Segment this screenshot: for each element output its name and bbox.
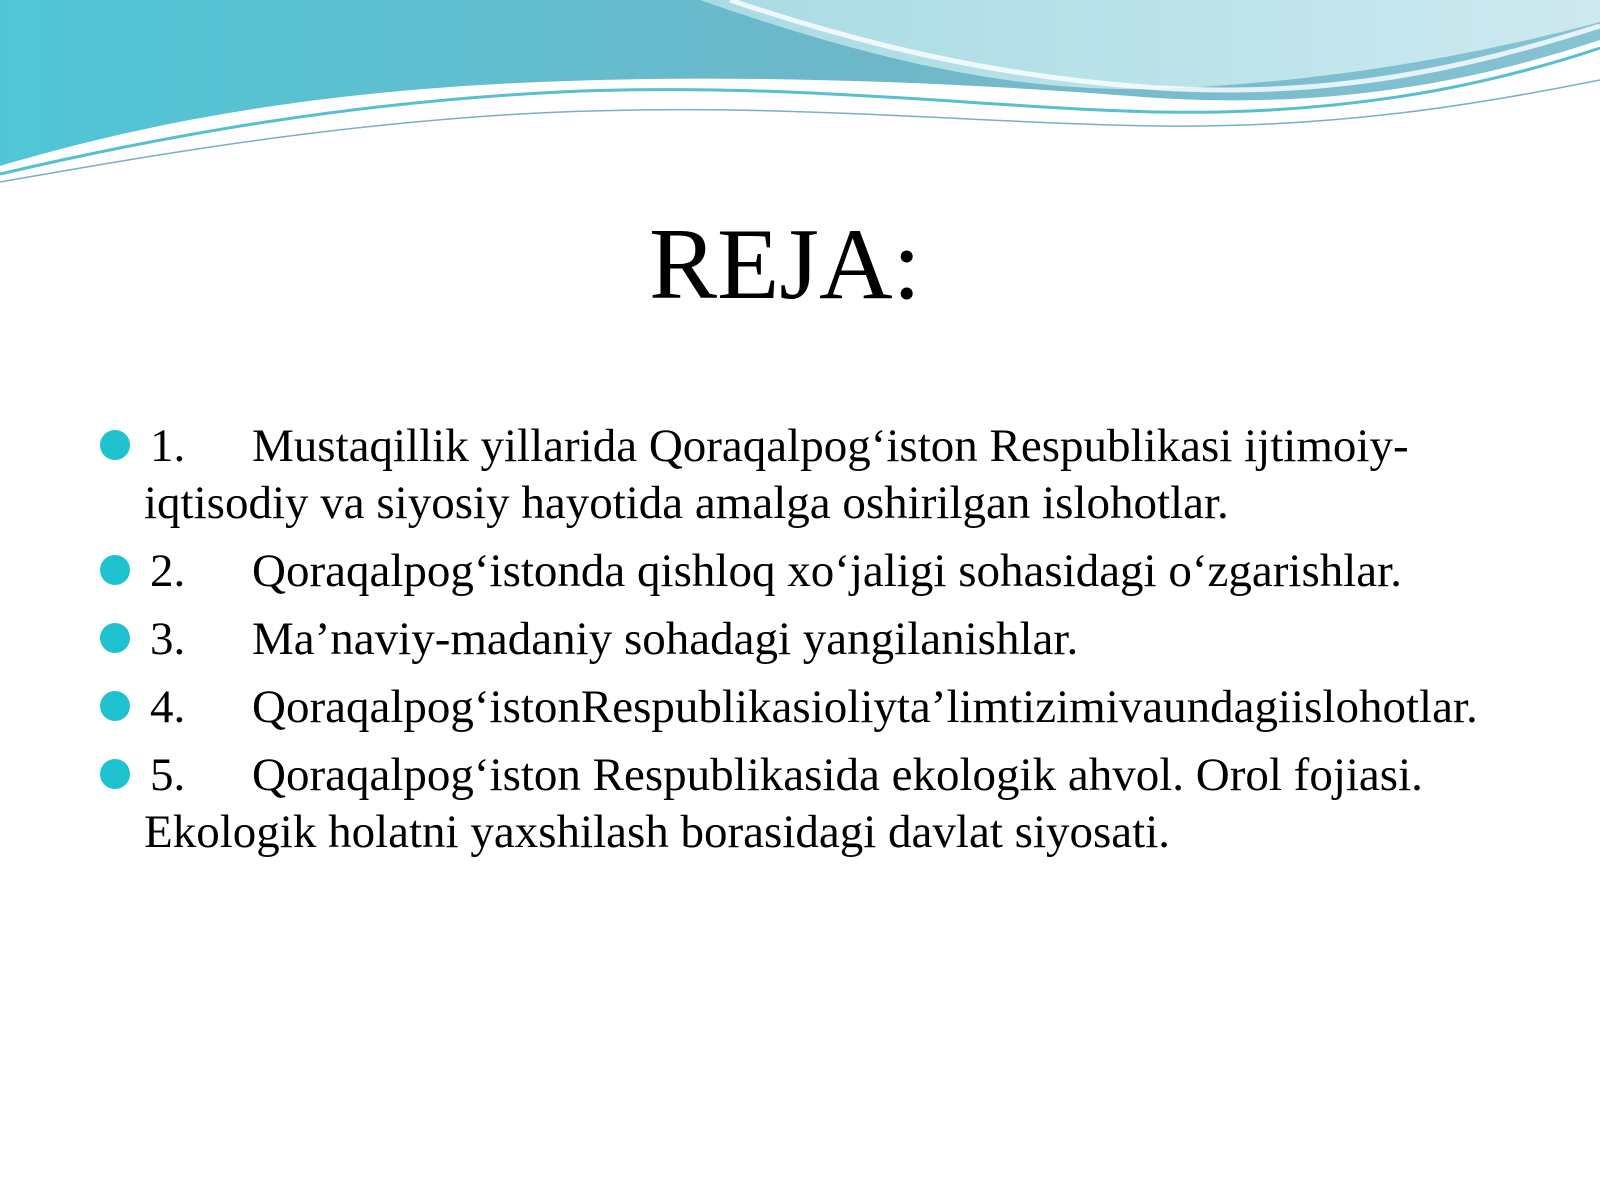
bullet-icon (100, 759, 130, 789)
bullet-icon (100, 623, 130, 653)
item-number: 1. (150, 420, 186, 472)
item-text: Qoraqalpog‘istonda qishloq xo‘jaligi sohasidagi o‘zgarishlar. (252, 545, 1402, 597)
bullet-icon (100, 691, 130, 721)
plan-list (0, 418, 1600, 872)
item-text: Qoraqalpog‘istonRespublikasioliyta’limtizimivaundagiislohotlar. (252, 681, 1478, 733)
slide-title: REJA: (648, 208, 922, 321)
list-item (0, 611, 1600, 668)
bullet-icon (100, 555, 130, 585)
list-item (0, 747, 1600, 861)
item-number: 3. (150, 613, 186, 665)
item-number: 5. (150, 749, 186, 801)
list-item (0, 543, 1600, 600)
item-text: Ma’naviy-madaniy sohadagi yangilanishlar. (252, 613, 1079, 665)
item-number: 4. (150, 681, 186, 733)
list-item (0, 418, 1600, 532)
header-wave-decoration (0, 0, 1600, 200)
item-number: 2. (150, 545, 186, 597)
item-text: Qoraqalpog‘iston Respublikasida ekologik ahvol. Orol fojiasi. Ekologik holatni yaxshilash borasidagi davlat siyosati. (144, 749, 1423, 858)
bullet-icon (100, 430, 130, 460)
item-text: Mustaqillik yillarida Qoraqalpog‘iston Respublikasi ijtimoiy-iqtisodiy va siyosiy hayotida amalga oshirilgan islohotlar. (144, 420, 1409, 529)
list-item (0, 679, 1600, 736)
